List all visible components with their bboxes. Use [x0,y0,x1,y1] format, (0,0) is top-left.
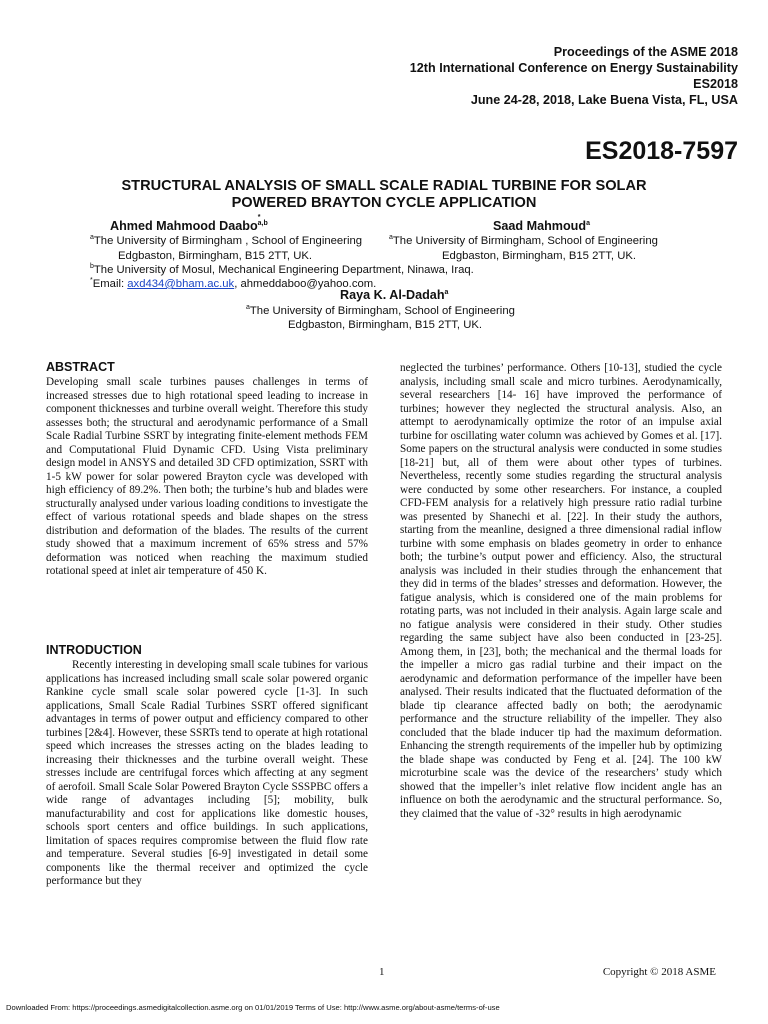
affiliation-a-right-line-2: Edgbaston, Birmingham, B15 2TT, UK. [442,250,637,262]
author-1 [110,213,271,234]
proceedings-line: Proceedings of the ASME 2018 [553,45,738,59]
corresponding-author-mark: * [257,213,261,221]
conference-header [410,44,738,108]
abstract-heading: ABSTRACT [46,360,115,374]
conference-date-location-line: June 24-28, 2018, Lake Buena Vista, FL, USA [470,93,738,107]
conference-name-line: 12th International Conference on Energy Sustainability [409,61,738,75]
conference-code-line: ES2018 [693,77,738,91]
affiliation-a-center-line-2: Edgbaston, Birmingham, B15 2TT, UK. [288,319,483,331]
right-column-text: neglected the turbines’ performance. Others [10-13], studied the cycle analysis, including small scale and micro turbines. Aerodynamically, several researchers [14- 16] have improved the performance of turbines; however they neglected the structural analysis. Also, an attempt to aerodynamically optimize the rotor of an impulse axial turbine for oscillating water column was achieved by Gomes et al. [17]. Some papers on the structural analysis were conducted in some studies [18-21] but, all of them were about other types of turbines. Nevertheless, recently some studies regarding the structural analysis were conducted by some other researchers. For instance, a coupled CFD-FEM analysis for a relatively high pressure ratio radial turbine was presented by Shanechi et al. [22]. In their study the authors, starting from the meanline, designed a three dimensional radial inflow turbine with some emphasis on blades geometry in order to enhance both; the turbine’s output power and efficiency. Also, the structural analysis was included in their studies through the enhancement that they did in terms of the blades’ stresses and deformation. However, the fatigue analysis, which is considered one of the main problems for rotating parts, was not included in their analysis. Again large scale and no fatigue analysis were considered in their study. Other studies regarding the same subject have also been conducted in [23-25]. Among them, in [23], both; the mechanical and the thermal loads for the impeller a micro gas radial turbine and their impact on the aerodynamic and deformation performance of the impeller have been analysed. Their results indicated that the fluctuated deformation of the blade tip clearance affected badly on both; the aerodynamic performance and the structure reliability of the impeller. They also concluded that the blade inducer tip had the maximum deformation. Enhancing the strength requirements of the impeller hub by optimizing the blade shape was conducted by Feng et al. [24]. The 100 kW microturbine scale was the device of the researchers’ study which showed that the impeller’s inlet relative flow incident angle has an influence on both the aerodynamic and the structural performance. So, they claimed that the value of -32° results in high aerodynamic [400,362,722,820]
affiliation-a-left-line-2: Edgbaston, Birmingham, B15 2TT, UK. [118,250,313,262]
introduction-body [46,659,368,889]
author-3 [340,288,448,303]
introduction-text: Recently interesting in developing small scale tubines for various applications has increased including small scale solar powered organic Rankine cycle small scale solar powered cycle [1-3]. In such applications, Small Scale Radial Turbines SSRT offered significant advantages in terms of power output and efficiency compared to other turbines [2&4]. However, these SSRTs tend to operate at high rotational speed which increases the stresses acting on the blades leading to increasing their thicknesses and the turbine overall weight. These stresses include are centrifugal forces which affecting at any segment of aerofoil. Small Scale Solar Powered Brayton Cycle SSSPBC offers a wide range of advantages including [5]; mobility, bulk manufacturability and cost for applications like domestic houses, schools sport centers and office buildings. In such applications, limitation of spaces requires compromise between the fluid flow rate and temperature. Several studies [6-9] investigated in detail some components like the thermal receiver and optimized the cycle performance but they [46,659,368,887]
affiliation-b-text: The University of Mosul, Mechanical Engineering Department, Ninawa, Iraq. [93,264,474,276]
author-2 [493,219,590,234]
abstract-text: Developing small scale turbines pauses challenges in terms of increased stresses due to high rotational speed leading to increase in component thicknesses and turbine overall weight. Therefore this study assesses both; the structural and aerodynamic performance of a Small Scale Radial Turbine SSRT by integrating finite-element methods FEM and Computational Fluid Dynamic CFD. Using Vista preliminary design model in ANSYS and detailed 3D CFD optimization, SSRT with 1-5 kW power for solar powered Brayton cycle was developed with high efficiency of 89.2%. Then both; the turbine’s hub and blades were structurally analysed under various loading conditions to investigate the effect of various rotational speeds and blade shapes on the stress distribution and deformation of the blades. The results of the current study showed that a maximum increment of 65% stress and 57% deformation was noticed when reaching the maximum studied rotational speed at inlet air temperature of 450 K. [46,376,369,577]
email-link[interactable]: axd434@bham.ac.uk [127,278,235,290]
paper-id: ES2018-7597 [585,137,738,165]
affiliation-a-right: $^a$The University of Birmingham, School of Engineering [389,234,658,247]
author-3-superscript: a [444,288,449,296]
affiliation-b: $^b$The University of Mosul, Mechanical Engineering Department, Ninawa, Iraq. [90,263,474,276]
affiliation-a-left-line-1: The University of Birmingham , School of Engineering [93,235,363,247]
paper-title [40,178,728,212]
introduction-heading: INTRODUCTION [46,643,142,657]
download-notice: Downloaded From: https://proceedings.asmedigitalcollection.asme.org on 01/01/2019 Terms of Use: http://www.asme.org/about-asme/terms-of-use [6,1003,500,1012]
affiliation-a-center-line-1: The University of Birmingham, School of Engineering [249,305,515,317]
page-number: 1 [379,966,385,978]
affiliation-a-left: $^a$The University of Birmingham , School of Engineering [90,234,363,247]
right-column-body [400,362,722,821]
author-2-superscript: a [586,219,590,227]
title-line-2: POWERED BRAYTON CYCLE APPLICATION [231,195,537,211]
author-1-name: Ahmed Mahmood Daabo [110,219,258,233]
copyright-notice: Copyright © 2018 ASME [602,966,716,978]
author-1-superscript: a,b* [257,213,268,227]
author-2-name: Saad Mahmoud [493,219,587,233]
abstract-body [46,376,368,579]
author-3-name: Raya K. Al-Dadah [340,288,445,302]
affiliation-a-right-line-1: The University of Birmingham, School of Engineering [392,235,658,247]
email-line: *Email: axd434@bham.ac.uk, ahmeddaboo@yahoo.com. [90,277,377,290]
affiliation-a-center: $^a$The University of Birmingham, School of Engineering [246,304,515,317]
title-line-1: STRUCTURAL ANALYSIS OF SMALL SCALE RADIAL TURBINE FOR SOLAR [121,178,647,194]
